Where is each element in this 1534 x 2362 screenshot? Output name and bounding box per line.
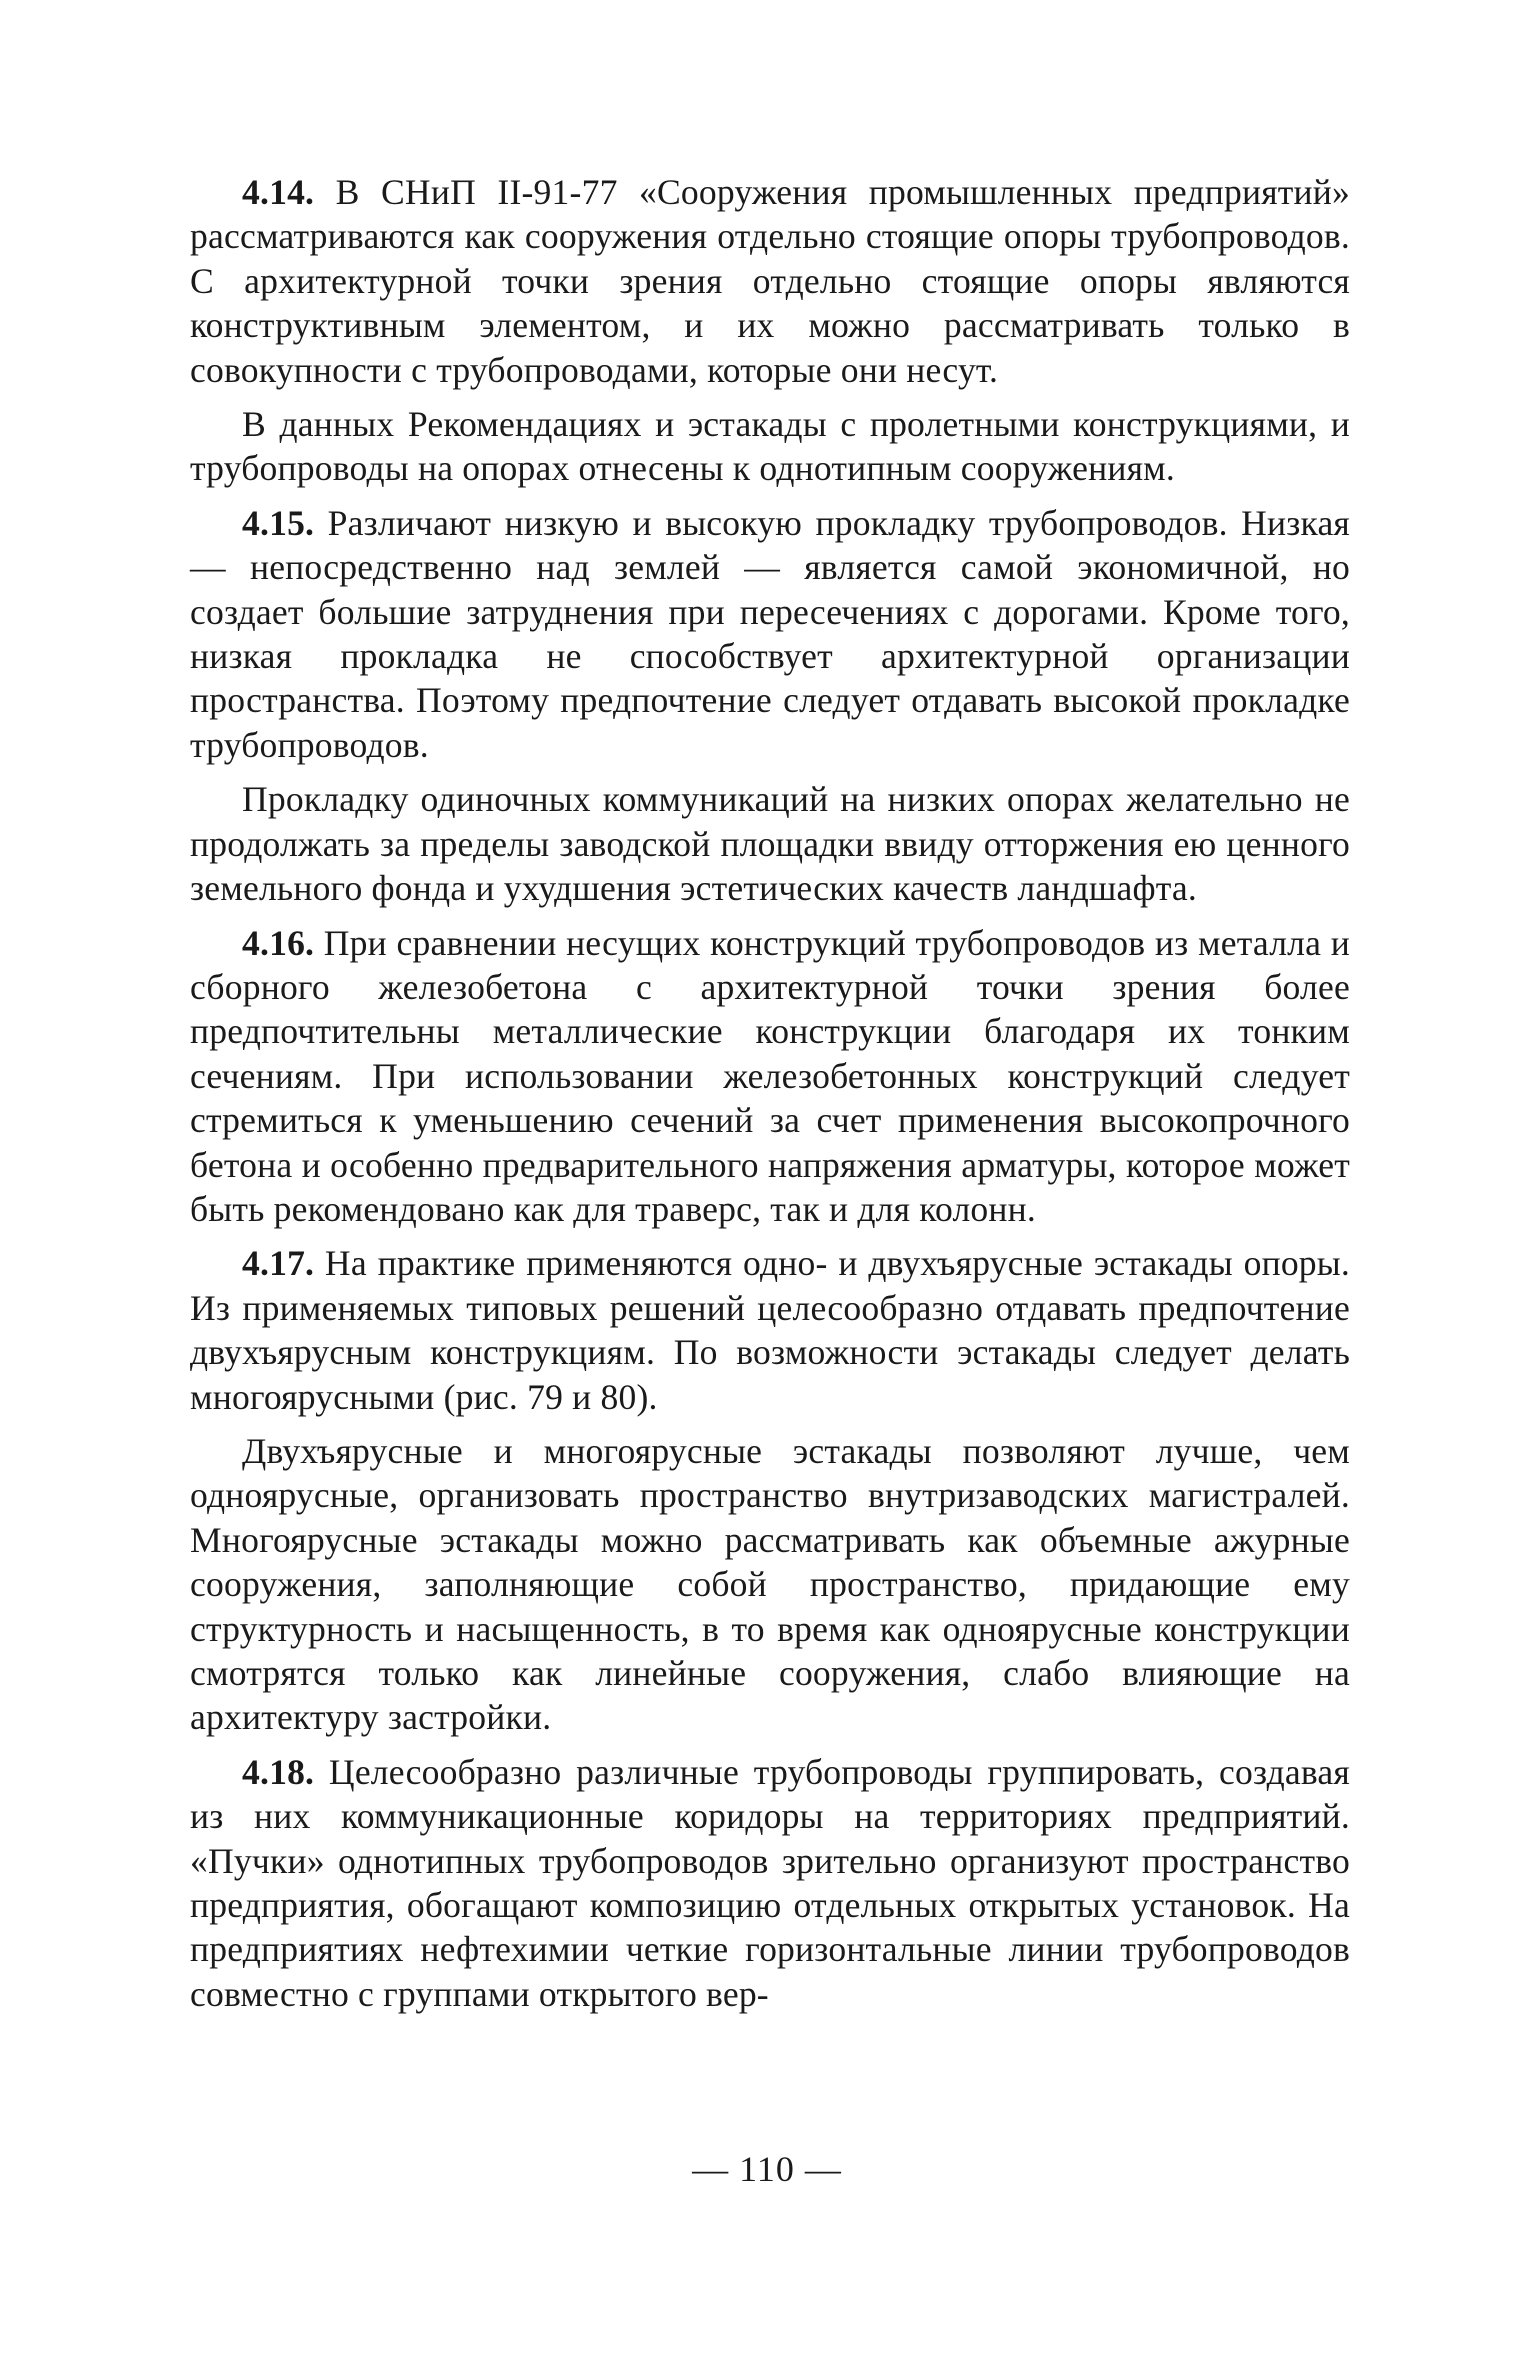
paragraph-4-17-continued (190, 1429, 1350, 1740)
section-number: 4.18. (242, 1751, 315, 1792)
paragraph-4-17 (190, 1241, 1350, 1419)
document-body (190, 170, 1350, 2026)
page-number: — 110 — (692, 2149, 842, 2189)
section-number: 4.15. (242, 502, 315, 543)
paragraph-4-14 (190, 170, 1350, 392)
paragraph-text: На практике применяются одно- и двухъярусные эстакады опоры. Из применяемых типовых решений целесообразно отдавать предпочтение двухъярусным конструкциям. По возможности эстакады следует делать многоярусными (рис. 79 и 80). (190, 1243, 1350, 1417)
section-number: 4.17. (242, 1243, 315, 1284)
paragraph-text: Двухъярусные и многоярусные эстакады позволяют лучше, чем одноярусные, организовать пространство внутризаводских магистралей. Многоярусные эстакады можно рассматривать как объемные ажурные сооружения, заполняющие собой пространство, придающие ему структурность и насыщенность, в то время как одноярусные конструкции смотрятся только как линейные сооружения, слабо влияющие на архитектуру застройки. (190, 1430, 1350, 1738)
paragraph-4-14-continued (190, 402, 1350, 491)
paragraph-4-16 (190, 921, 1350, 1232)
paragraph-text: Различают низкую и высокую прокладку трубопроводов. Низкая — непосредственно над землей — является самой экономичной, но создает большие затруднения при пересечениях с дорогами. Кроме того, низкая прокладка не способствует архитектурной организации пространства. Поэтому предпочтение следует отдавать высокой прокладке трубопроводов. (190, 502, 1350, 765)
section-number: 4.14. (242, 172, 315, 212)
paragraph-text: Прокладку одиночных коммуникаций на низких опорах желательно не продолжать за пределы заводской площадки ввиду отторжения ею ценного земельного фонда и ухудшения эстетических качеств ландшафта. (190, 779, 1350, 909)
paragraph-4-18 (190, 1750, 1350, 2016)
paragraph-text: При сравнении несущих конструкций трубопроводов из металла и сборного железобетона с архитектурной точки зрения более предпочтительны металлические конструкции благодаря их тонким сечениям. При использовании железобетонных конструкций следует стремиться к уменьшению сечений за счет применения высокопрочного бетона и особенно предварительного напряжения арматуры, которое может быть рекомендовано как для траверс, так и для колонн. (190, 922, 1350, 1229)
paragraph-text: В данных Рекомендациях и эстакады с пролетными конструкциями, и трубопроводы на опорах отнесены к однотипным сооружениям. (190, 404, 1350, 489)
paragraph-text: Целесообразно различные трубопроводы группировать, создавая из них коммуникационные коридоры на территориях предприятий. «Пучки» однотипных трубопроводов зрительно организуют пространство предприятия, обогащают композицию отдельных открытых установок. На предприятиях нефтехимии четкие горизонтальные линии трубопроводов совместно с группами открытого вер- (190, 1751, 1350, 2014)
paragraph-text: В СНиП II-91-77 «Сооружения промышленных предприятий» рассматриваются как сооружения отдельно стоящие опоры трубопроводов. С архитектурной точки зрения отдельно стоящие опоры являются конструктивным элементом, и их можно рассматривать только в совокупности с трубопроводами, которые они несут. (190, 172, 1350, 390)
section-number: 4.16. (242, 922, 315, 963)
paragraph-4-15 (190, 501, 1350, 767)
paragraph-4-15-continued (190, 777, 1350, 910)
